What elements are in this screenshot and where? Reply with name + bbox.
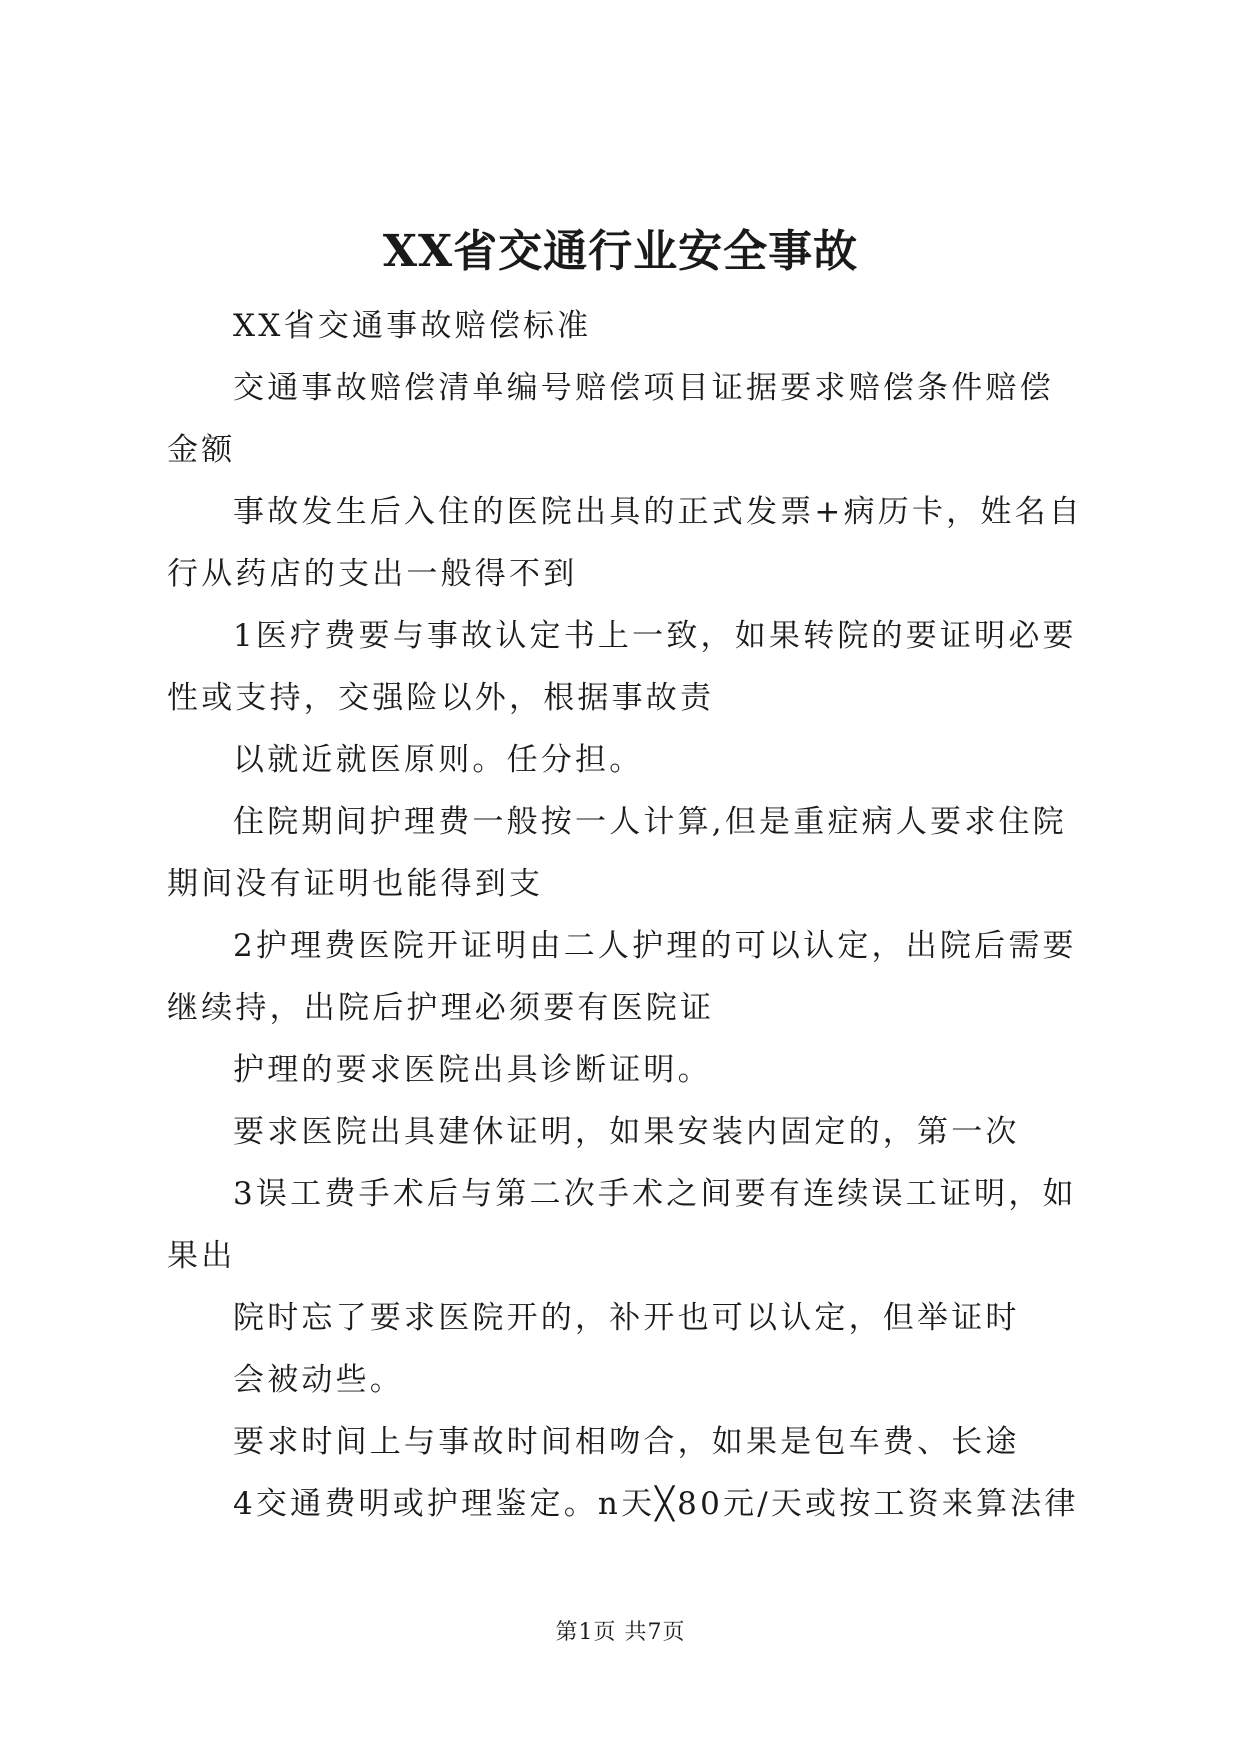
paragraph: 护理的要求医院出具诊断证明。 [233,1052,712,1088]
paragraph: 4交通费明或护理鉴定。n天╳80元/天或按工资来算法律 [233,1486,1079,1522]
paragraph: 交通事故赔偿清单编号赔偿项目证据要求赔偿条件赔偿金额 [167,370,1054,468]
page-footer: 第1页 共7页 [555,1620,686,1645]
paragraph: 2护理费医院开证明由二人护理的可以认定，出院后需要继续持，出院后护理必须要有医院证 [167,928,1077,1026]
paragraph: 要求时间上与事故时间相吻合，如果是包车费、长途 [233,1424,1020,1460]
paragraph: 会被动些。 [233,1362,404,1398]
paragraph: 3误工费手术后与第二次手术之间要有连续误工证明，如果出 [167,1176,1077,1274]
paragraph: 住院期间护理费一般按一人计算,但是重症病人要求住院期间没有证明也能得到支 [167,804,1067,902]
document-body [167,295,1087,1535]
paragraph: 院时忘了要求医院开的，补开也可以认定，但举证时 [233,1300,1020,1336]
document-title: XX省交通行业安全事故 [382,226,859,277]
paragraph: XX省交通事故赔偿标准 [233,308,592,344]
paragraph: 1医疗费要与事故认定书上一致，如果转院的要证明必要性或支持，交强险以外，根据事故责 [167,618,1077,716]
paragraph: 以就近就医原则。任分担。 [233,742,644,778]
paragraph: 要求医院出具建休证明，如果安装内固定的，第一次 [233,1114,1020,1150]
paragraph: 事故发生后入住的医院出具的正式发票+病历卡，姓名自行从药店的支出一般得不到 [167,494,1083,592]
